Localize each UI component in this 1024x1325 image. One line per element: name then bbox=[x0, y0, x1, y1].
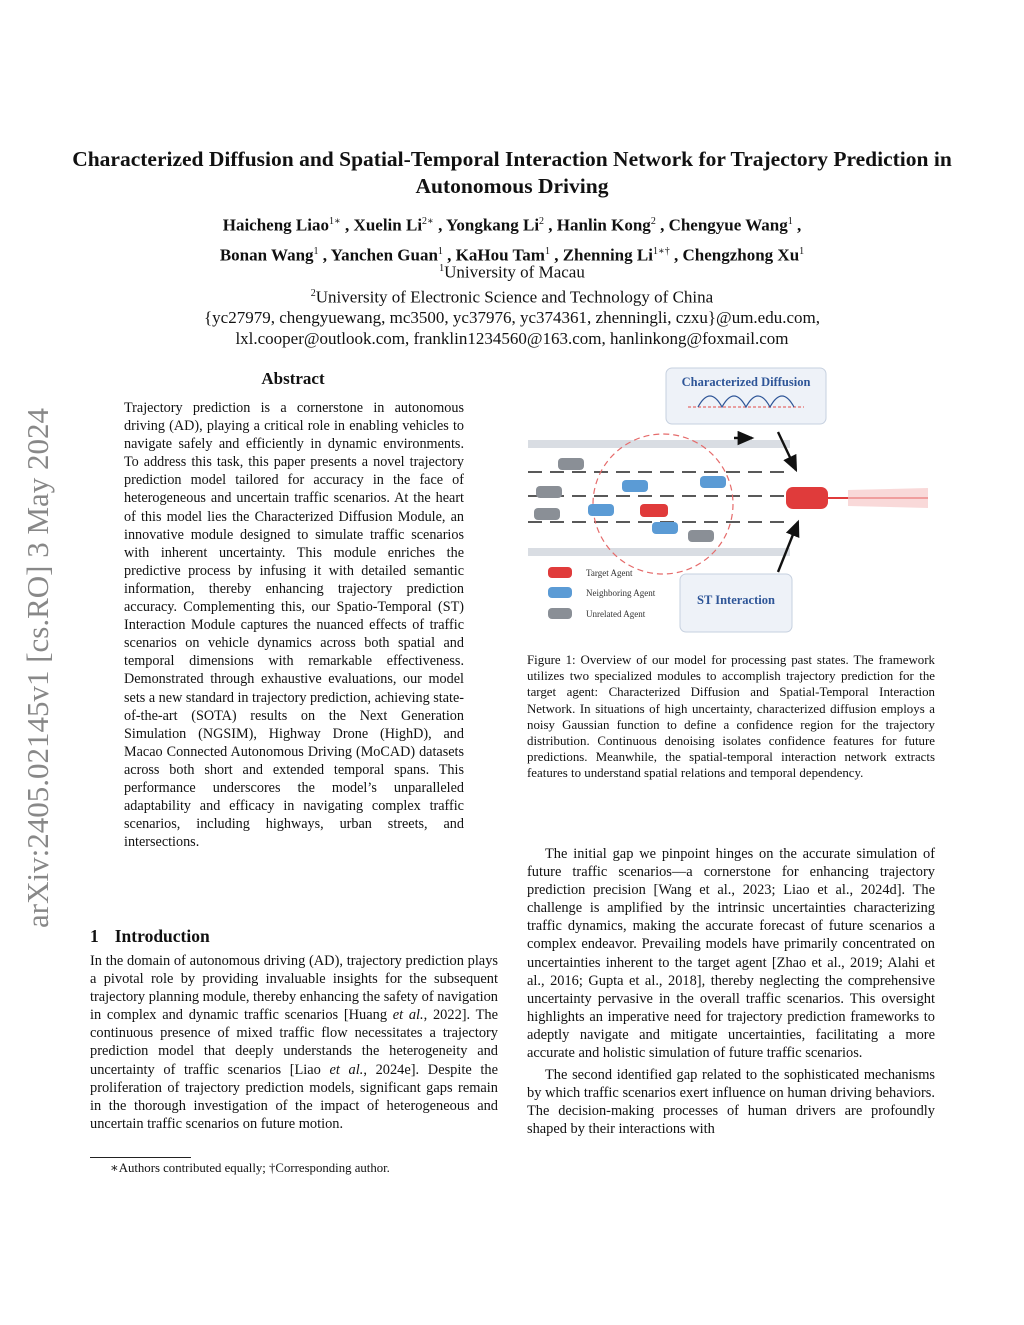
affiliation-1: $^1$University of Macau bbox=[439, 262, 585, 282]
arxiv-stamp bbox=[10, 350, 60, 930]
affiliation-2: $^2$University of Electronic Science and Technology of China bbox=[310, 287, 714, 307]
legend-unrelated: Unrelated Agent bbox=[586, 609, 646, 619]
author-affiliation-mark: 1 bbox=[313, 245, 319, 257]
author-affiliation-mark: 1 bbox=[799, 245, 805, 257]
paragraph: The initial gap we pinpoint hinges on the accurate simulation of future traffic scenarios—a cornerstone for enhancing trajectory prediction precision [Wang et al., 2023; Liao et al., 2024d]. The challenge is amplified by the intrinsic uncertainties characterizing traffic dynamics, making the accurate forecast of future scenarios a complex endeavor. Prevailing models have primarily concentrated on uncertainties inherent to the target agent [Zhao et al., 2019; Alahi et al., 2016; Gupta et al., 2018], thereby neglecting the comprehensive uncertainty pervasive in the overall traffic scenarios. This oversight highlights an imperative need for trajectory prediction frameworks to adeptly navigate and mitigate uncertainties, facilitating a more accurate and holistic simulation of future traffic scenarios. bbox=[527, 846, 935, 1062]
legend-target: Target Agent bbox=[586, 568, 633, 578]
author-name: Chengzhong Xu bbox=[682, 245, 800, 265]
affiliations bbox=[60, 258, 964, 349]
section-number: 1 bbox=[90, 926, 99, 946]
figure-1-svg bbox=[528, 362, 940, 642]
author-name: Yongkang Li bbox=[445, 215, 540, 235]
author-name: Xuelin Li bbox=[353, 215, 423, 235]
cd-label: Characterized Diffusion bbox=[681, 375, 811, 389]
author-affiliation-mark: 2 bbox=[650, 216, 656, 227]
introduction-text: In the domain of autonomous driving (AD), trajectory prediction plays a pivotal role by providing invaluable insights for the subsequent trajectory planning module, thereby enhancing the safety of navigation in complex and dynamic traffic scenarios [Huang et al., 2022]. The continuous presence of mixed traffic flow necessitates a trajectory prediction model that deeply understands the heterogeneity and uncertainty of traffic scenarios [Liao et al., 2024e]. Despite the proliferation of trajectory prediction models, significant gaps remain in the thorough investigation of the impact of heterogeneous and uncertain traffic scenarios on future motion. bbox=[90, 953, 498, 1132]
author-line-1: Haicheng Liao$^{1∗}$ , Xuelin $Li^{2∗}$ , Yongkang Li$^2$ , Hanlin Kong$^2$ , Chengyue Wang$^1$ , bbox=[222, 215, 802, 235]
author-affiliation-mark: 1 bbox=[544, 245, 550, 257]
footnote: ∗Authors contributed equally; †Corresponding author. bbox=[110, 1161, 390, 1175]
legend bbox=[548, 567, 656, 619]
abstract-text: Trajectory prediction is a cornerstone in autonomous driving (AD), playing a critical role in enabling vehicles to navigate safely and efficiently in dynamic environments. To address this task, this paper presents a novel trajectory prediction model tailored for accuracy in the face of heterogeneous and uncertain traffic scenarios. At the heart of this model lies the Characterized Diffusion Module, an innovative module designed to simulate traffic scenarios with inherent uncertainty. This module enriches the predictive process by infusing it with detailed semantic information, thereby enhancing trajectory prediction accuracy. Complementing this, our Spatio-Temporal (ST) Interaction Module captures the nuanced effects of traffic scenarios on vehicle dynamics across both spatial and temporal dimensions with remarkable effectiveness. Demonstrated through exhaustive evaluations, our model sets a new standard in trajectory prediction, achieving state-of-the-art (SOTA) results on the Next Generation Simulation (NGSIM), Highway Drone (HighD), and Macao Connected Autonomous Driving (MoCAD) datasets across both short and extended temporal spans. This performance underscores the model’s unparalleled adaptability and efficacy in navigating complex traffic scenarios, including highways, urban streets, and intersections. bbox=[124, 400, 464, 851]
author-name: Haicheng Liao bbox=[222, 215, 329, 235]
unrelated-cars bbox=[534, 458, 714, 542]
abstract-heading: Abstract bbox=[261, 369, 325, 388]
section-heading-introduction bbox=[90, 926, 210, 947]
author-name: Bonan Wang bbox=[219, 245, 314, 265]
footnote-rule bbox=[90, 1157, 191, 1158]
right-column-text bbox=[527, 845, 935, 1143]
figure-1 bbox=[528, 362, 940, 642]
legend-neighboring: Neighboring Agent bbox=[586, 588, 656, 598]
author-name: KaHou Tam bbox=[455, 245, 545, 265]
paragraph: The second identified gap related to the sophisticated mechanisms by which traffic scenarios exert influence on human driving behaviors. The decision-making processes of human drivers are profoundly shaped by their interactions with bbox=[527, 1067, 935, 1138]
road-lanes bbox=[528, 440, 790, 556]
section-title: Introduction bbox=[114, 926, 210, 946]
author-name: Zhenning Li bbox=[562, 245, 653, 265]
paper-title: Characterized Diffusion and Spatial-Temporal Interaction Network for Trajectory Prediction in Autonomous Driving bbox=[72, 147, 952, 198]
target-car-large bbox=[786, 487, 928, 509]
author-affiliation-mark: 1 bbox=[787, 216, 793, 227]
emails-line-2: lxl.cooper@outlook.com, franklin1234560@163.com, hanlinkong@foxmail.com bbox=[235, 329, 789, 349]
figure-1-caption: Figure 1: Overview of our model for processing past states. The framework utilizes two specialized modules to accomplish trajectory prediction for the target agent: Characterized Diffusion and Spatial-Temporal Interaction Network. In situations of high uncertainty, characterized diffusion employs a noisy Gaussian function to define a confidence region for the trajectory distribution. Continuous denoising isolates confidence features for future predictions. Meanwhile, the spatial-temporal interaction network extracts features to understand spatial relations and temporal dependency. bbox=[527, 653, 935, 781]
author-affiliation-mark: 1∗ bbox=[329, 216, 341, 227]
st-label: ST Interaction bbox=[697, 593, 775, 607]
author-name: Hanlin Kong bbox=[556, 215, 651, 235]
target-car bbox=[640, 504, 668, 517]
author-name: Yanchen Guan bbox=[330, 245, 438, 265]
author-affiliation-mark: 2∗ bbox=[422, 216, 434, 227]
author-line-2: Bonan Wang$^1$ , Yanchen Guan$^1$ , KaHou Tam$^1$ , Zhenning $Li^{1∗\dagger}$ , Chengzhong Xu$^1$ bbox=[219, 245, 805, 265]
author-affiliation-mark: 2 bbox=[539, 216, 545, 227]
author-name: Chengyue Wang bbox=[668, 215, 788, 235]
author-affiliation-mark: 1∗† bbox=[652, 245, 670, 257]
author-affiliation-mark: 1 bbox=[437, 245, 443, 257]
emails-line-1: {yc27979, chengyuewang, mc3500, yc37976, yc374361, zhenningli, czxu}@um.edu.com, bbox=[204, 308, 820, 328]
arxiv-id: arXiv:2405.02145v1 [cs.RO] 3 May 2024 bbox=[20, 407, 55, 928]
